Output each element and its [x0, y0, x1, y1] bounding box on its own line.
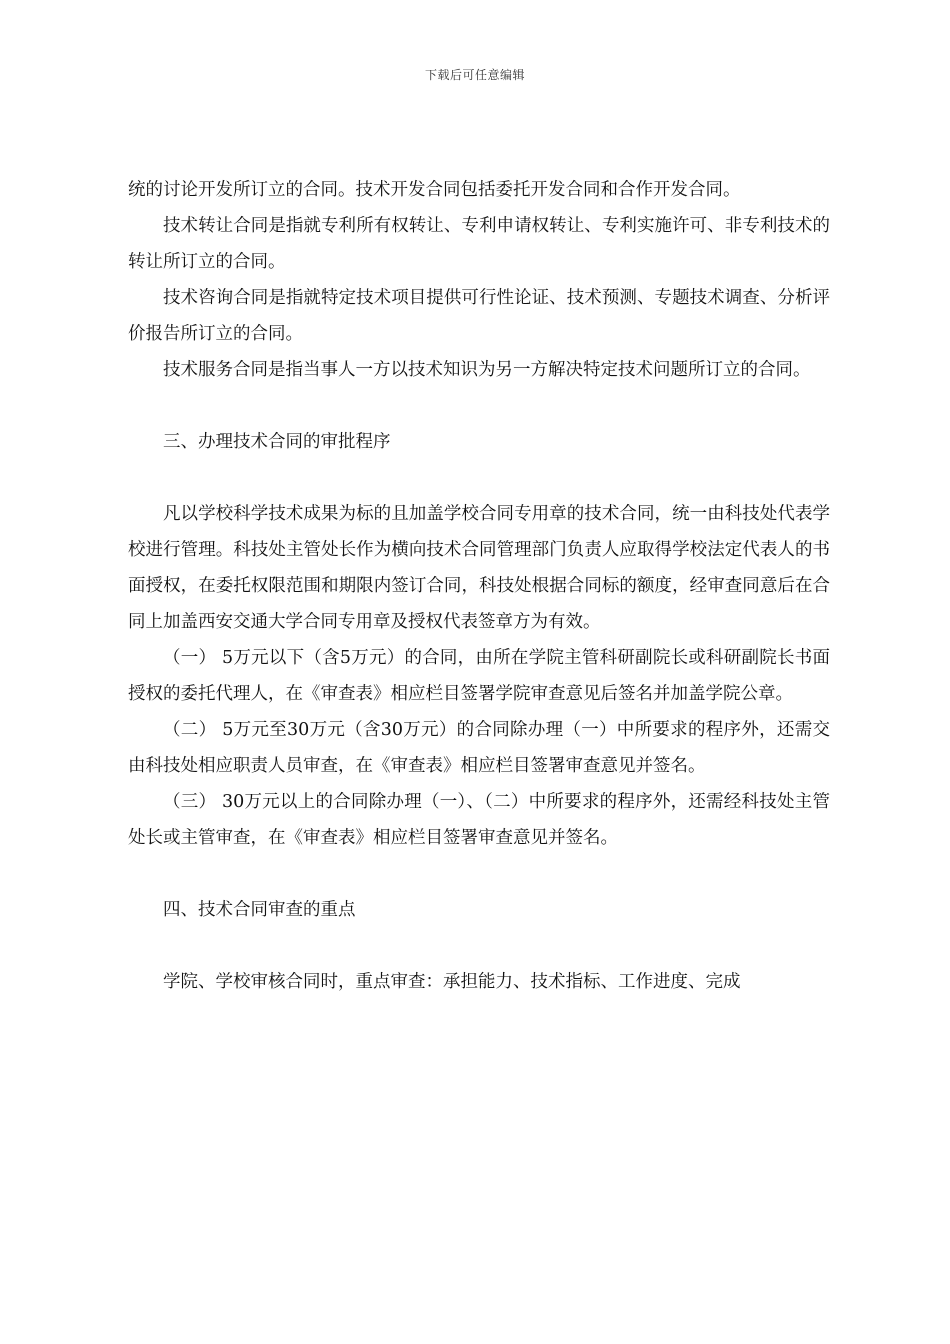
- section-heading-approval: 三、办理技术合同的审批程序: [163, 432, 391, 452]
- paragraph-service-contract: 技术服务合同是指当事人一方以技术知识为另一方解决特定技术问题所订立的合同。: [163, 360, 811, 380]
- paragraph-approval-intro: 凡以学校科学技术成果为标的且加盖学校合同专用章的技术合同，统一由科技处代表学校进行管理。科技处主管处长作为横向技术合同管理部门负责人应取得学校法定代表人的书面授权，在委托权限范围和期限内签订合同，科技处根据合同标的额度，经审查同意后在合同上加盖西安交通大学合同专用章及授权代表签章方为有效。: [128, 504, 830, 632]
- list-item-approval-3: （三） 30万元以上的合同除办理（一）、（二）中所要求的程序外，还需经科技处主管处长或主管审查，在《审查表》相应栏目签署审查意见并签名。: [128, 792, 830, 848]
- paragraph-consulting-contract: 技术咨询合同是指就特定技术项目提供可行性论证、技术预测、专题技术调查、分析评价报告所订立的合同。: [128, 288, 830, 344]
- paragraph-development-contract: 统的讨论开发所订立的合同。技术开发合同包括委托开发合同和合作开发合同。: [128, 180, 741, 200]
- document-body: [128, 172, 830, 1000]
- list-item-approval-1: （一） 5万元以下（含5万元）的合同，由所在学院主管科研副院长或科研副院长书面授权的委托代理人，在《审查表》相应栏目签署学院审查意见后签名并加盖学院公章。: [128, 648, 830, 704]
- list-item-approval-2: （二） 5万元至30万元（含30万元）的合同除办理（一）中所要求的程序外，还需交由科技处相应职责人员审查，在《审查表》相应栏目签署审查意见并签名。: [128, 720, 830, 776]
- paragraph-review-focus: 学院、学校审核合同时，重点审查：承担能力、技术指标、工作进度、完成: [163, 972, 741, 992]
- page-header: 下载后可任意编辑: [424, 68, 525, 82]
- paragraph-transfer-contract: 技术转让合同是指就专利所有权转让、专利申请权转让、专利实施许可、非专利技术的转让所订立的合同。: [128, 216, 830, 272]
- section-heading-review-focus: 四、技术合同审查的重点: [163, 900, 356, 920]
